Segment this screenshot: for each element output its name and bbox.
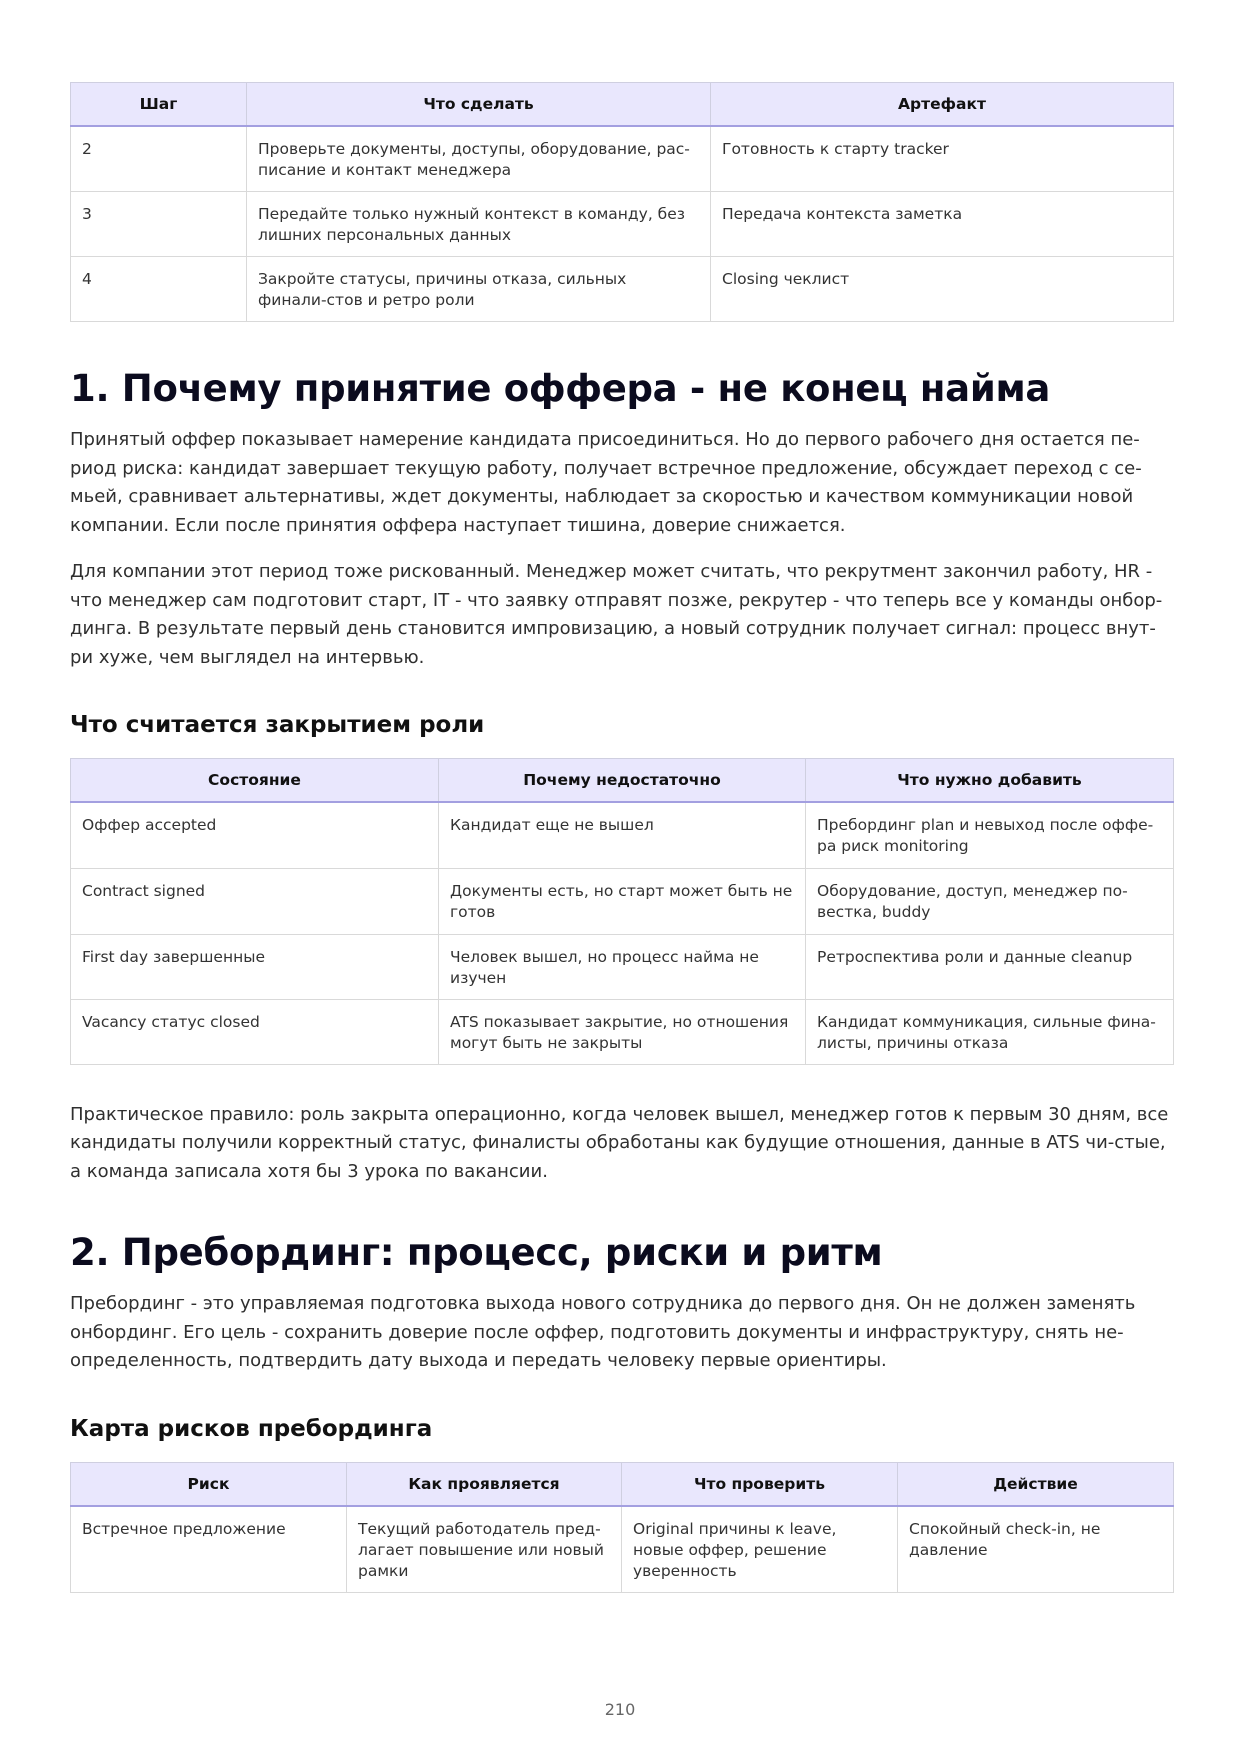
table-row [71, 1506, 1174, 1593]
table-cell: Проверьте документы, доступы, оборудование, рас-писание и контакт менеджера [247, 126, 711, 192]
role-closure-table [70, 758, 1174, 1065]
table-cell: Текущий работодатель пред-лагает повышение или новый рамки [347, 1506, 622, 1593]
table-header-cell: Риск [71, 1462, 347, 1506]
table-cell: First day завершенные [71, 934, 439, 999]
steps-table [70, 82, 1174, 322]
table-cell: Встречное предложение [71, 1506, 347, 1593]
table-row [71, 868, 1174, 934]
table-cell: 2 [71, 126, 247, 192]
section-2-paragraph-1: Пребординг - это управляемая подготовка выхода нового сотрудника до первого дня. Он не должен заменять онбординг. Его цель - сохранить доверие после оффер, подготовить документы и инфраструктуру, снять не-определенность, подтвердить дату выхода и передать человеку первые ориентиры. [70, 1293, 1136, 1371]
table-cell: Vacancy статус closed [71, 999, 439, 1064]
table-cell: Передайте только нужный контекст в команду, без лишних персональных данных [247, 192, 711, 257]
section-1-paragraph-2: Для компании этот период тоже рискованный. Менеджер может считать, что рекрутмент закончил работу, HR - что менеджер сам подготовит старт, IT - что заявку отправят позже, рекрутер - что теперь все у команды онбор-динга. В результате первый день становится импровизацию, а новый сотрудник получает сигнал: процесс внут-ри хуже, чем выглядел на интервью. [70, 561, 1163, 668]
section-2-subtitle: Карта рисков пребординга [70, 1415, 433, 1442]
table-cell: Кандидат еще не вышел [439, 802, 806, 868]
table-row [71, 192, 1174, 257]
table-cell: Пребординг plan и невыход после оффе-ра риск monitoring [806, 802, 1174, 868]
table-row [71, 126, 1174, 192]
table-header-cell: Состояние [71, 759, 439, 803]
table-row [71, 802, 1174, 868]
section-1-paragraph-3: Практическое правило: роль закрыта операционно, когда человек вышел, менеджер готов к первым 30 дням, все кандидаты получили корректный статус, финалисты обработаны как будущие отношения, данные в ATS чи-стые, а команда записала хотя бы 3 урока по вакансии. [70, 1103, 1169, 1182]
table-header-cell: Что нужно добавить [806, 759, 1174, 803]
table-header-cell: Почему недостаточно [439, 759, 806, 803]
table-header-cell: Шаг [71, 83, 247, 127]
table-header-cell: Артефакт [711, 83, 1174, 127]
table-cell: Передача контекста заметка [711, 192, 1174, 257]
section-1-subtitle: Что считается закрытием роли [70, 712, 485, 738]
table-cell: ATS показывает закрытие, но отношения могут быть не закрыты [439, 999, 806, 1064]
table-row [71, 257, 1174, 322]
table-cell: 4 [71, 257, 247, 322]
table-cell: Contract signed [71, 868, 439, 934]
table-cell: 3 [71, 192, 247, 257]
table-cell: Original причины к leave, новые оффер, решение уверенность [622, 1506, 898, 1593]
document-page [70, 82, 1173, 1593]
table-header-row [71, 759, 1174, 803]
table-cell: Человек вышел, но процесс найма не изучен [439, 934, 806, 999]
page-number: 210 [604, 1700, 636, 1719]
table-cell: Спокойный check-in, не давление [898, 1506, 1174, 1593]
table-cell: Документы есть, но старт может быть не готов [439, 868, 806, 934]
table-cell: Готовность к старту tracker [711, 126, 1174, 192]
table-cell: Closing чеклист [711, 257, 1174, 322]
table-cell: Оборудование, доступ, менеджер по-вестка, buddy [806, 868, 1174, 934]
section-2-title: 2. Пребординг: процесс, риски и ритм [70, 1231, 883, 1274]
table-header-cell: Что сделать [247, 83, 711, 127]
table-row [71, 999, 1174, 1064]
preboarding-risk-table [70, 1462, 1174, 1594]
section-1-paragraph-1: Принятый оффер показывает намерение кандидата присоединиться. Но до первого рабочего дня остается пе-риод риска: кандидат завершает текущую работу, получает встречное предложение, обсуждает переход с се-мьей, сравнивает альтернативы, ждет документы, наблюдает за скоростью и качеством коммуникации новой компании. Если после принятия оффера наступает тишина, доверие снижается. [70, 429, 1142, 536]
table-row [71, 934, 1174, 999]
table-cell: Закройте статусы, причины отказа, сильных финали-стов и ретро роли [247, 257, 711, 322]
table-header-row [71, 83, 1174, 127]
table-cell: Оффер accepted [71, 802, 439, 868]
table-header-row [71, 1462, 1174, 1506]
table-cell: Кандидат коммуникация, сильные фина-листы, причины отказа [806, 999, 1174, 1064]
section-1-title: 1. Почему принятие оффера - не конец найма [70, 367, 1051, 410]
table-cell: Ретроспектива роли и данные cleanup [806, 934, 1174, 999]
table-header-cell: Как проявляется [347, 1462, 622, 1506]
table-header-cell: Что проверить [622, 1462, 898, 1506]
table-header-cell: Действие [898, 1462, 1174, 1506]
